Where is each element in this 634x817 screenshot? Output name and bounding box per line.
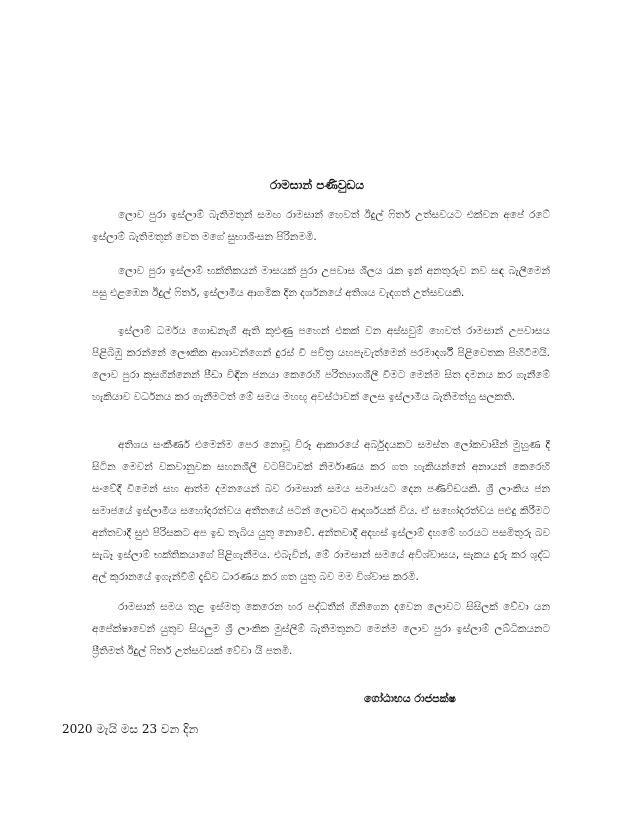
- document-title: රාමසාන් පණිවුඩය: [269, 178, 365, 192]
- paragraph-brotherhood: අතිශය සංකීර්ණ එමෙන්ම පෙර නොවූ විරූ ආකාරයේ අර්බුදයකට සමස්ත ලෝකවාසීන් මුහුණ දී සිටින මෙවන් වකවානුවක සහනශීලී වටපිටාවක් නිර්මාණය කර ගත හැකියන්නේ අනායන් කෙරෙහි සංවේදී වීමෙන් සහ ආත්ම දමනයෙන් බව රාමසාන් සමය සමාජයට දෙන පණිවිඩයකි. ශ්‍රී ලාංකිය ජන සමාජයේ ඉස්ලාමීය සහෝදරත්වය අතීතයේ පටන් ලොවට ආදර්ශයක් විය. ඒ සහෝදරත්වය පළුදු කිරීමට අන්තවාදී සුළු පිරිසකට අප ඉඩ තැබිය යුතු නොවේ. අන්තවාදී අදහස් ඉස්ලාම් දහමේ හරයට පසමිතුරු බව සැබෑ ඉස්ලාම් භක්තිකයාගේ පිළිගැනීමය. එබැවින්, මේ රාමසාන් සමයේ අවිශ්වාසය, සැකය දුරු කර ශුද්ධ අල් කුරානයේ ඉගැන්වීම් දැඩිව ධාරණය කර ගත යුතු බව මම විශ්වාස කරමි.: [92, 439, 550, 583]
- document-date: 2020 මැයි මස 23 වන දින: [62, 722, 199, 736]
- paragraph-fasting: ඉස්ලාම් ධර්මය ගොඩනැගී ඇති කුළුණු පහෙන් එකක් වන අස්සවුම් හෙවත් රාමසාන් උපවාසය පිළිබිඹු කරන්නේ ලෞකික ආශාවන්ගෙන් දුරස් වී පවිත්‍ර යහපැවැත්මෙන් පරමාදර්ශී පිළිවෙතක පිහිටීමයි. ලොව පුරා කුසගින්නෙන් පීඩා විඳින ජනයා කෙරෙහි පරිත්‍යාගශීලී වීමට මෙන්ම සිත දමනය කර ගැනීමේ හැකියාව වර්ධනය කර ගැනීමටත් මේ සමය මහඟු අවස්ථාවක් ලෙස ඉස්ලාමීය බැතිමත්හු සලකති.: [92, 325, 550, 403]
- paragraph-festival: ලොව පුරා ඉස්ලාම් භක්තිකයන් මාසයක් පුරා උපවාස ශීලය රැක ඉන් අනතුරුව නව සඳ බැලීමෙන් පසු එළඹෙන ඊදුල් ෆිතර්, ඉස්ලාමීය ආගමික දින දර්ශනයේ අතිශය වැදගත් උත්සවයකි.: [92, 265, 550, 299]
- paragraph-wishes: රාමසාන් සමය තුළ ඉස්මතු කෙරෙන හර පද්ධතීන් ගිනිගෙන දවෙන ලොවට සිසිලක් වේවා යන අපේක්ෂාවෙන් යුතුව සියලුම ශ්‍රී ලාංකික මුස්ලිම් බැතිමතුනට මෙන්ම ලොව පුරා ඉස්ලාම් ලබ්ධිකයනට ප්‍රීතිමත් ඊදුල් ෆිතර් උත්සවයක් වේවා යි පතමි.: [92, 601, 550, 657]
- signature-name: ගෝඨාභය රාජපක්ෂ: [364, 692, 456, 705]
- paragraph-greeting: ලොව පුරා ඉස්ලාම් බැතිමතුන් සමඟ රාමසාන් හෙවත් ඊදුල් ෆිතර් උත්සවයට එක්වන අපේ රටේ ඉස්ලාම් බැතිමතුන් වෙත මගේ සුභාශිංසන පිරිනමමි.: [92, 209, 550, 243]
